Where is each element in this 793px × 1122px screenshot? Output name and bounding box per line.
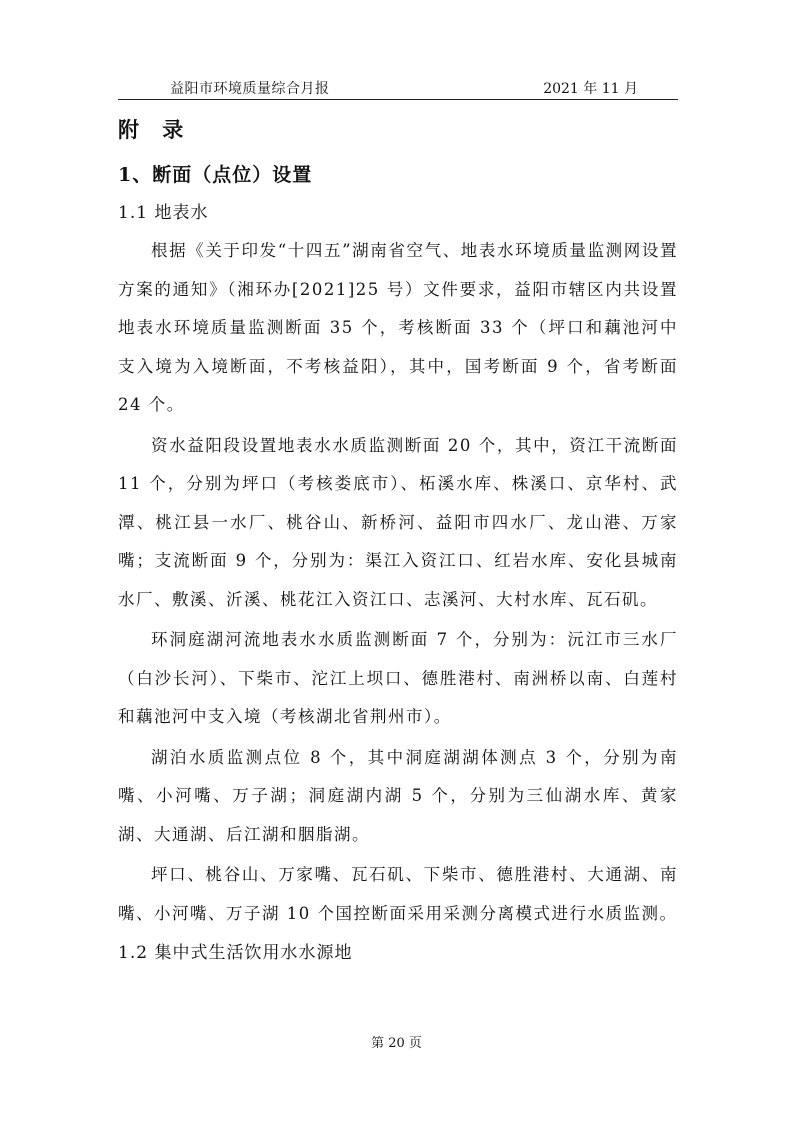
section-heading: 1、断面（点位）设置	[118, 164, 313, 186]
appendix-title: 附 录	[118, 117, 192, 142]
subsection-heading-drinking-water: 1.2 集中式生活饮用水水源地	[118, 943, 353, 963]
document-body	[118, 108, 678, 972]
subsection-heading-surface-water: 1.1 地表水	[118, 203, 209, 223]
paragraph-zishui-sections: 资水益阳段设置地表水水质监测断面 20 个，其中，资江干流断面 11 个，分别为坪口（考核娄底市）、柘溪水库、株溪口、京华村、武潭、桃江县一水厂、桃谷山、新桥河、益阳市四水厂、龙山港、万家嘴；支流断面 9 个，分别为：渠江入资江口、红岩水库、安化县城南水厂、敷溪、沂溪、桃花江入资江口、志溪河、大村水库、瓦石矶。	[118, 435, 678, 609]
header-divider	[118, 99, 678, 100]
paragraph-national-control: 坪口、桃谷山、万家嘴、瓦石矶、下柴市、德胜港村、大通湖、南嘴、小河嘴、万子湖 10 个国控断面采用采测分离模式进行水质监测。	[118, 865, 678, 923]
report-date: 2021 年 11 月	[543, 81, 638, 97]
page-number: 第 20 页	[371, 1036, 422, 1051]
report-title: 益阳市环境质量综合月报	[170, 81, 330, 97]
paragraph-monitoring-network: 根据《关于印发“十四五”湖南省空气、地表水环境质量监测网设置方案的通知》（湘环办[2021]25 号）文件要求，益阳市辖区内共设置地表水环境质量监测断面 35 个，考核断面 33 个（坪口和藕池河中支入境为入境断面，不考核益阳），其中，国考断面 9 个，省考断面 24 个。	[118, 241, 678, 414]
paragraph-lake-points: 湖泊水质监测点位 8 个，其中洞庭湖湖体测点 3 个，分别为南嘴、小河嘴、万子湖；洞庭湖内湖 5 个，分别为三仙湖水库、黄家湖、大通湖、后江湖和胭脂湖。	[118, 747, 678, 844]
page-header	[118, 72, 678, 100]
paragraph-dongting-rivers: 环洞庭湖河流地表水水质监测断面 7 个，分别为：沅江市三水厂（白沙长河）、下柴市、沱江上坝口、德胜港村、南洲桥以南、白莲村和藕池河中支入境（考核湖北省荆州市）。	[118, 630, 678, 726]
